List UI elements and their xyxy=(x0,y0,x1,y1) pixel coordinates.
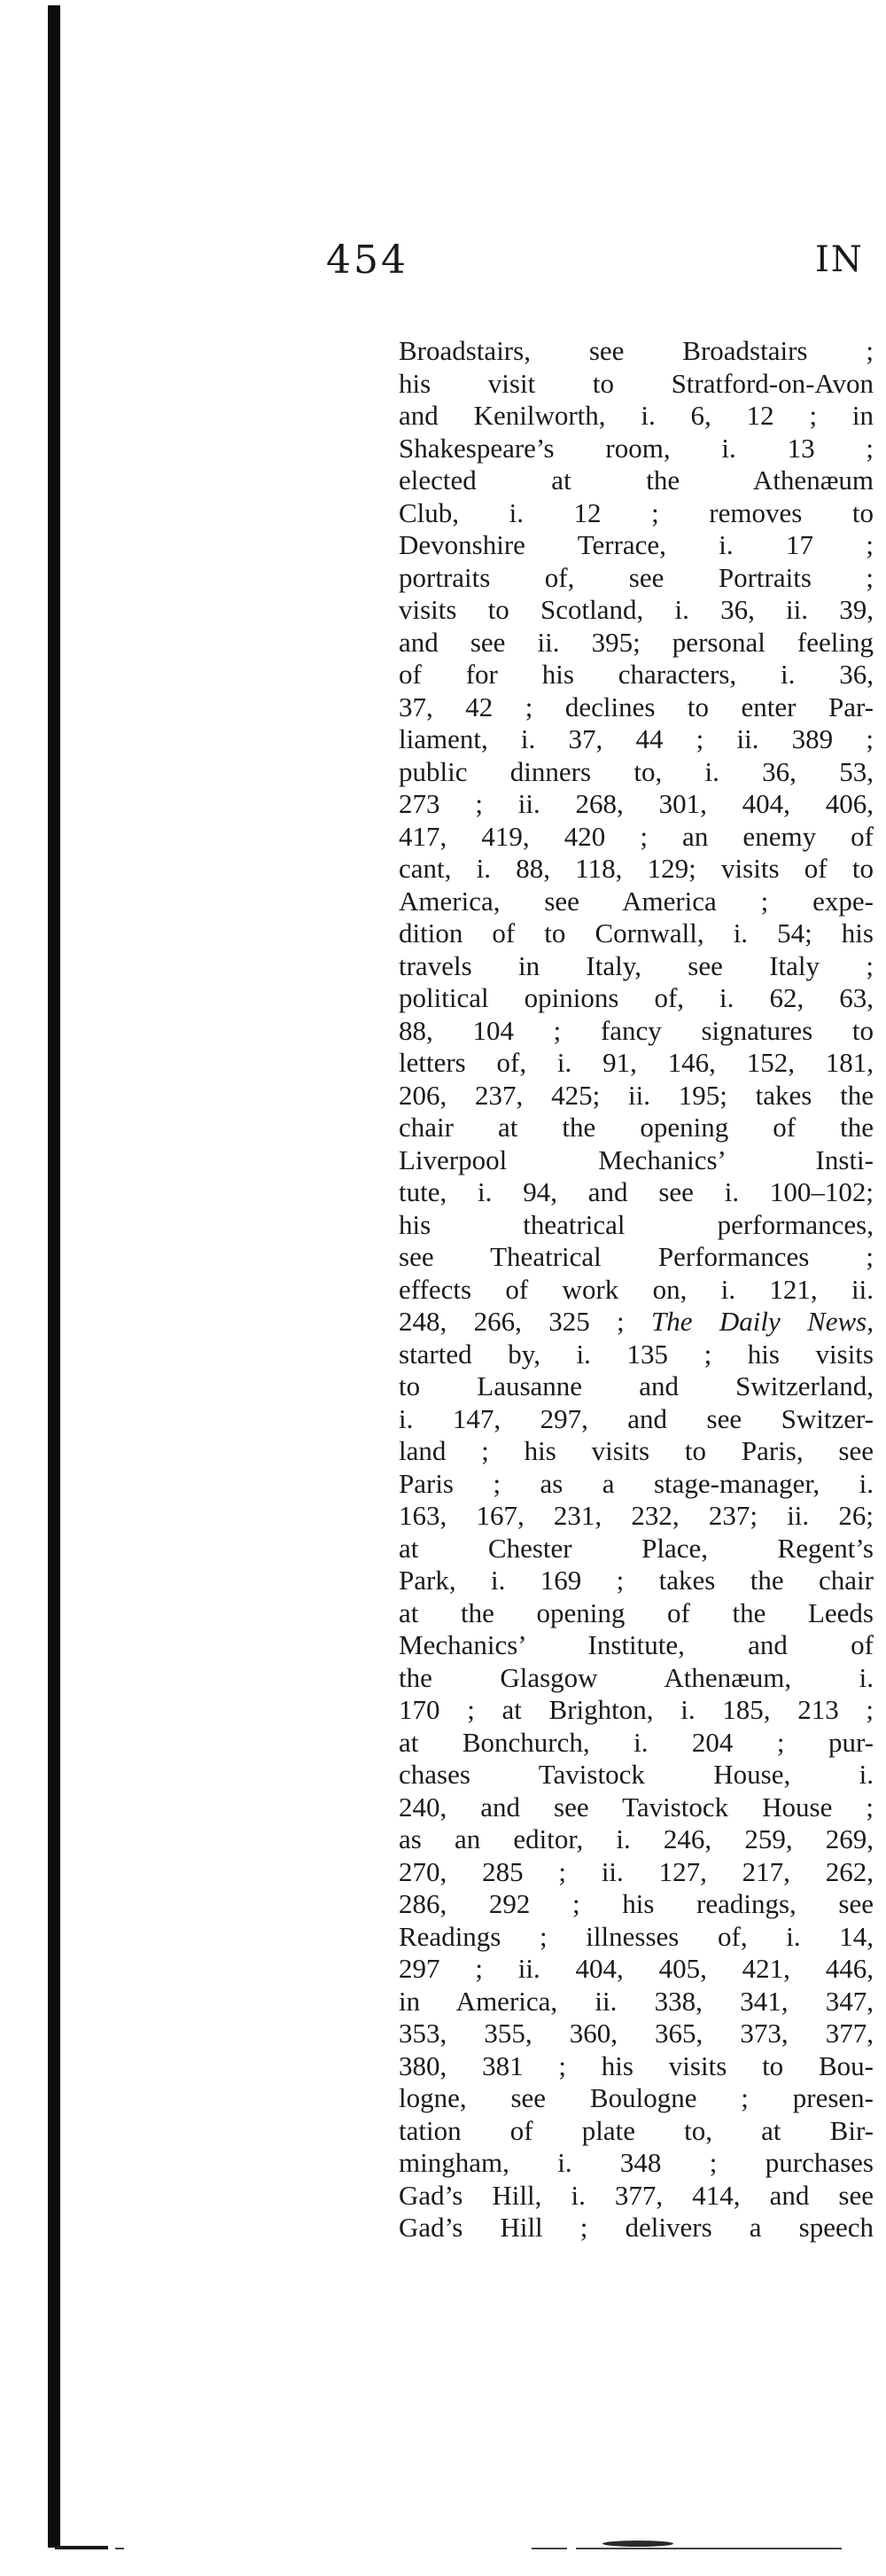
entry-line: effects of work on, i. 121, ii. xyxy=(399,1273,874,1305)
entry-line: at Chester Place, Regent’s xyxy=(399,1532,874,1564)
entry-line: started by, i. 135 ; his visits xyxy=(399,1338,874,1370)
entry-line: the Glasgow Athenæum, i. xyxy=(399,1661,874,1693)
entry-line: and see ii. 395; personal feeling xyxy=(399,626,874,658)
entry-line: at the opening of the Leeds xyxy=(399,1596,874,1628)
entry-line: Liverpool Mechanics’ Insti- xyxy=(399,1144,874,1175)
entry-line: letters of, i. 91, 146, 152, 181, xyxy=(399,1047,874,1078)
bottom-dash xyxy=(115,2548,124,2549)
entry-line: Shakespeare’s room, i. 13 ; xyxy=(399,432,874,464)
entry-line: to Lausanne and Switzerland, xyxy=(399,1370,874,1401)
entry-line: 170 ; at Brighton, i. 185, 213 ; xyxy=(399,1694,874,1725)
entry-line: Broadstairs, see Broadstairs ; xyxy=(399,335,874,366)
entry-line: land ; his visits to Paris, see xyxy=(399,1435,874,1466)
index-entry-column xyxy=(399,335,874,2244)
entry-line: his theatrical performances, xyxy=(399,1208,874,1240)
entry-line: liament, i. 37, 44 ; ii. 389 ; xyxy=(399,723,874,754)
entry-line: Devonshire Terrace, i. 17 ; xyxy=(399,529,874,560)
entry-line: political opinions of, i. 62, 63, xyxy=(399,982,874,1013)
entry-line: 240, and see Tavistock House ; xyxy=(399,1791,874,1823)
entry-line: Gad’s Hill ; delivers a speech xyxy=(399,2212,874,2243)
entry-line: Gad’s Hill, i. 377, 414, and see xyxy=(399,2179,874,2211)
entry-line: chases Tavistock House, i. xyxy=(399,1759,874,1790)
entry-line: tation of plate to, at Bir- xyxy=(399,2114,874,2146)
entry-line: 297 ; ii. 404, 405, 421, 446, xyxy=(399,1953,874,1984)
entry-line: chair at the opening of the xyxy=(399,1112,874,1143)
entry-line: mingham, i. 348 ; purchases xyxy=(399,2147,874,2178)
entry-line: 380, 381 ; his visits to Bou- xyxy=(399,2049,874,2081)
entry-line: as an editor, i. 246, 259, 269, xyxy=(399,1823,874,1854)
entry-line: Readings ; illnesses of, i. 14, xyxy=(399,1920,874,1952)
binding-edge xyxy=(0,0,7,2576)
entry-line: see Theatrical Performances ; xyxy=(399,1241,874,1272)
print-smudge xyxy=(602,2541,673,2547)
entry-line: 163, 167, 231, 232, 237; ii. 26; xyxy=(399,1500,874,1531)
entry-line: 353, 355, 360, 365, 373, 377, xyxy=(399,2018,874,2049)
entry-line-with-title xyxy=(399,1306,874,1339)
entry-line: 37, 42 ; declines to enter Par- xyxy=(399,691,874,722)
entry-line: Club, i. 12 ; removes to xyxy=(399,496,874,528)
entry-line: 88, 104 ; fancy signatures to xyxy=(399,1014,874,1046)
entry-line: 417, 419, 420 ; an enemy of xyxy=(399,820,874,852)
page-bottom-rule xyxy=(55,2546,108,2549)
entry-line: 270, 285 ; ii. 127, 217, 262, xyxy=(399,1855,874,1887)
entry-line: in America, ii. 338, 341, 347, xyxy=(399,1985,874,2017)
entry-line: Paris ; as a stage-manager, i. xyxy=(399,1467,874,1499)
entry-line: of for his characters, i. 36, xyxy=(399,659,874,690)
entry-line: travels in Italy, see Italy ; xyxy=(399,949,874,981)
entry-line-start: 248, 266, 325 ; xyxy=(399,1306,625,1337)
entry-line: 206, 237, 425; ii. 195; takes the xyxy=(399,1079,874,1111)
entry-line: visits to Scotland, i. 36, ii. 39, xyxy=(399,594,874,625)
page-number: 454 xyxy=(326,238,408,283)
italic-title: The Daily News, xyxy=(651,1306,874,1337)
entry-line: at Bonchurch, i. 204 ; pur- xyxy=(399,1726,874,1758)
entry-line: 286, 292 ; his readings, see xyxy=(399,1888,874,1919)
entry-line: his visit to Stratford-on-Avon xyxy=(399,367,874,399)
bottom-dash xyxy=(576,2548,842,2549)
entry-line: 273 ; ii. 268, 301, 404, 406, xyxy=(399,788,874,819)
entry-line: public dinners to, i. 36, 53, xyxy=(399,755,874,787)
running-head: IN xyxy=(815,239,864,280)
entry-line: cant, i. 88, 118, 129; visits of to xyxy=(399,853,874,884)
entry-line: Mechanics’ Institute, and of xyxy=(399,1629,874,1660)
entry-line: and Kenilworth, i. 6, 12 ; in xyxy=(399,400,874,431)
entry-line: portraits of, see Portraits ; xyxy=(399,561,874,593)
entry-line: dition of to Cornwall, i. 54; his xyxy=(399,917,874,948)
entry-line: i. 147, 297, and see Switzer- xyxy=(399,1402,874,1434)
page-left-rule xyxy=(48,5,60,2548)
bottom-dash xyxy=(532,2548,567,2549)
entry-line: Park, i. 169 ; takes the chair xyxy=(399,1565,874,1596)
entry-line: elected at the Athenæum xyxy=(399,464,874,496)
entry-line: logne, see Boulogne ; presen- xyxy=(399,2082,874,2113)
entry-line: America, see America ; expe- xyxy=(399,885,874,917)
entry-line: tute, i. 94, and see i. 100–102; xyxy=(399,1176,874,1207)
